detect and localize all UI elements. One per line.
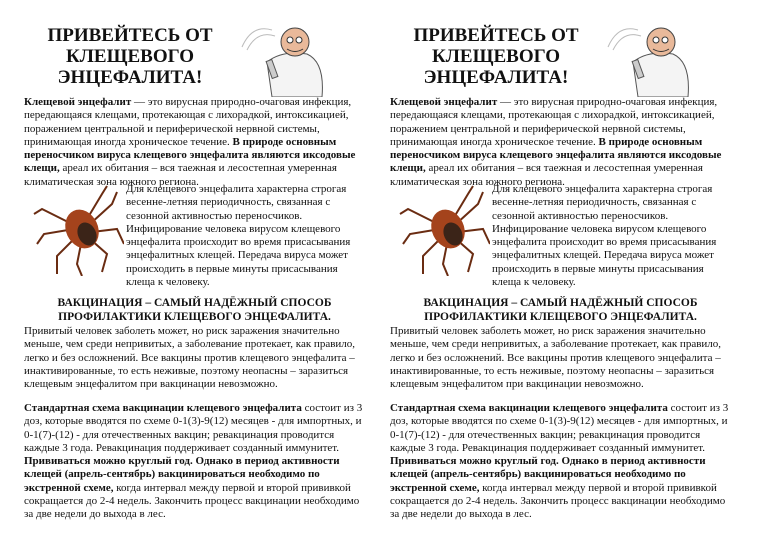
scheme-text-2: когда интервал между первой и второй прививкой сокращается до 2-4 недель. Закончить процесс вакцинации необходимо за две недели до выхода в лес. (24, 481, 360, 521)
scheme-bold-1: Стандартная схема вакцинации клещевого энцефалита (390, 402, 668, 414)
title-line: ЭНЦЕФАЛИТА! (57, 67, 203, 88)
heading-line: ВАКЦИНАЦИЯ – САМЫЙ НАДЁЖНЫЙ СПОСОБ (423, 297, 698, 309)
intro-bold-2: В природе основным переносчиком вируса клещевого энцефалита являются иксодовые клещи, (390, 135, 722, 175)
title-line: КЛЕЩЕВОГО (66, 46, 194, 67)
scheme-bold-1: Стандартная схема вакцинации клещевого энцефалита (24, 402, 302, 414)
intro-text-2: ареал их обитания – вся таежная и лесостепная умеренная климатическая зона южного региона. (24, 162, 337, 188)
vaccination-paragraph: Привитый человек заболеть может, но риск заражения значительно меньше, чем среди непривитых, а заболевание протекает, как правило, легко и без осложнений. Все вакцины против клещевого энцефалита – инактивированные, то есть неживые, поэтому неопасны – заразиться клещевым энцефалитом при вакцинации невозможно. (390, 325, 722, 391)
intro-bold-2: В природе основным переносчиком вируса клещевого энцефалита являются иксодовые клещи, (24, 135, 356, 175)
scheme-text-2: когда интервал между первой и второй прививкой сокращается до 2-4 недель. Закончить процесс вакцинации необходимо за две недели до выхода в лес. (390, 481, 726, 521)
intro-paragraph (24, 96, 364, 189)
heading-line: ПРОФИЛАКТИКИ КЛЕЩЕВОГО ЭНЦЕФАЛИТА. (58, 311, 331, 323)
leaflet-right (388, 0, 733, 543)
doctor-illustration (603, 22, 703, 97)
heading-line: ПРОФИЛАКТИКИ КЛЕЩЕВОГО ЭНЦЕФАЛИТА. (424, 311, 697, 323)
intro-bold-1: Клещевой энцефалит (390, 96, 498, 108)
vaccination-paragraph: Привитый человек заболеть может, но риск заражения значительно меньше, чем среди непривитых, а заболевание протекает, как правило, легко и без осложнений. Все вакцины против клещевого энцефалита – инактивированные, то есть неживые, поэтому неопасны – заразиться клещевым энцефалитом при вакцинации невозможно. (24, 325, 356, 391)
leaflet-title (30, 25, 230, 88)
tick-photo (32, 184, 124, 276)
scheme-paragraph (390, 402, 730, 522)
heading-line: ВАКЦИНАЦИЯ – САМЫЙ НАДЁЖНЫЙ СПОСОБ (57, 297, 332, 309)
doctor-illustration (237, 22, 337, 97)
season-paragraph: Для клещевого энцефалита характерна строгая весенне-летняя периодичность, связанная с сезонной активностью переносчиков. Инфицирование человека вирусом клещевого энцефалита происходит во время присасывания энцефалитных клещей. Передача вируса может происходить в первые минуты присасывания клеща к человеку. (492, 183, 717, 289)
intro-bold-1: Клещевой энцефалит (24, 96, 132, 108)
intro-text-1: — это вирусная природно-очаговая инфекция, передающаяся клещами, протекающая с лихорадкой, интоксикацией, поражением центральной и периферической нервной системы, принимающая иногда хроническое течение. (390, 96, 718, 148)
season-paragraph: Для клещевого энцефалита характерна строгая весенне-летняя периодичность, связанная с сезонной активностью переносчиков. Инфицирование человека вирусом клещевого энцефалита происходит во время присасывания энцефалитных клещей. Передача вируса может происходить в первые минуты присасывания клеща к человеку. (126, 183, 351, 289)
intro-paragraph (390, 96, 730, 189)
scheme-text-1: состоит из 3 доз, которые вводятся по схеме 0-1(3)-9(12) месяцев - для импортных, и 0-1(7)-(12) - для отечественных вакцин; ревакцинация проводится каждые 3 года. Ревакцинация поддерживает созданный иммунитет. (390, 402, 729, 454)
title-line: ЭНЦЕФАЛИТА! (423, 67, 569, 88)
scheme-bold-2: Прививаться можно круглый год. Однако в период активности клещей (апрель-сентябрь) вакцинироваться необходимо по экстренной схеме, (390, 455, 706, 494)
title-line: КЛЕЩЕВОГО (432, 46, 560, 67)
scheme-bold-2: Прививаться можно круглый год. Однако в период активности клещей (апрель-сентябрь) вакцинироваться необходимо по экстренной схеме, (24, 455, 340, 494)
intro-text-2: ареал их обитания – вся таежная и лесостепная умеренная климатическая зона южного региона. (390, 162, 703, 188)
leaflet-title (396, 25, 596, 88)
vaccination-heading (22, 296, 367, 324)
intro-text-1: — это вирусная природно-очаговая инфекция, передающаяся клещами, протекающая с лихорадкой, интоксикацией, поражением центральной и периферической нервной системы, принимающая иногда хроническое течение. (24, 96, 352, 148)
tick-photo (398, 184, 490, 276)
scheme-text-1: состоит из 3 доз, которые вводятся по схеме 0-1(3)-9(12) месяцев - для импортных, и 0-1(7)-(12) - для отечественных вакцин; ревакцинация проводится каждые 3 года. Ревакцинация поддерживает созданный иммунитет. (24, 402, 363, 454)
leaflet-left (22, 0, 367, 543)
title-line: ПРИВЕЙТЕСЬ ОТ (413, 25, 579, 46)
vaccination-heading (388, 296, 733, 324)
title-line: ПРИВЕЙТЕСЬ ОТ (47, 25, 213, 46)
scheme-paragraph (24, 402, 364, 522)
